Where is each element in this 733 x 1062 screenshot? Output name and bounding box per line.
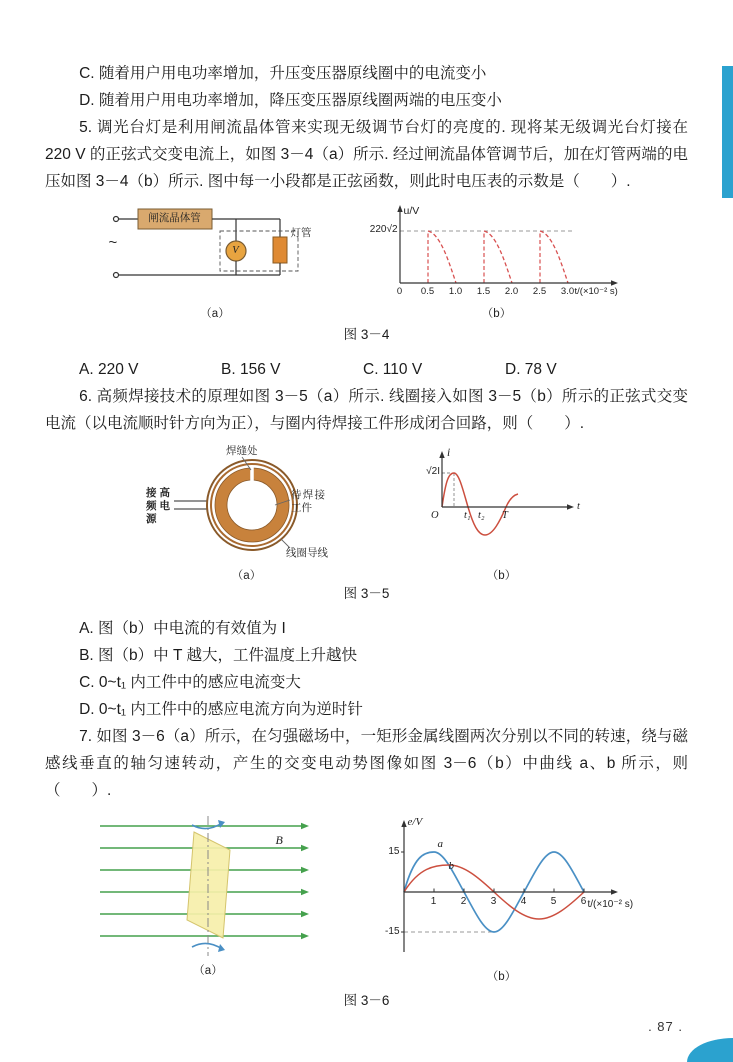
figure-3-5a-coil: [144, 445, 349, 582]
rotation-arrow-top-head: [218, 820, 225, 828]
terminal-bottom: [113, 273, 118, 278]
q5-option-d: D. 78 V: [505, 361, 557, 378]
figure-3-6: [45, 812, 688, 984]
field-label: B: [275, 833, 283, 847]
x-axis-label: t/(×10⁻² s): [574, 286, 618, 297]
field-arrow: [301, 845, 309, 851]
field-arrow: [301, 823, 309, 829]
x-tick-1: 1: [430, 896, 437, 907]
subfigure-a-label: （a）: [231, 570, 262, 582]
x-tick-3: 1.5: [476, 286, 491, 297]
peak-value-label: √2I: [426, 466, 440, 477]
t1-label: t₁: [464, 510, 471, 521]
waveform-arc: [428, 231, 456, 283]
y-axis-arrow: [401, 820, 406, 827]
curve-a-label: a: [437, 838, 443, 850]
voltmeter-label: V: [232, 245, 239, 256]
period-label: T: [502, 510, 508, 521]
x-tick-2: 1.0: [448, 286, 463, 297]
t2-label: t₂: [478, 510, 485, 521]
question-6-options: [45, 615, 688, 723]
rotation-arrow-bottom: [192, 943, 222, 949]
y-axis-arrow: [439, 451, 444, 458]
workpiece-inner-edge: [227, 480, 277, 530]
x-tick-6: 6: [580, 896, 587, 907]
figure-3-6b-graph: [366, 812, 638, 984]
subfigure-b-label: （b）: [486, 971, 517, 983]
x-tick-4: 4: [520, 896, 527, 907]
lamp-label: 灯管: [290, 227, 312, 239]
figure-3-4: [45, 203, 688, 318]
subfigure-a-label: （a）: [200, 308, 230, 320]
figure-3-5: [45, 445, 688, 582]
page-number: . 87 .: [648, 1019, 683, 1034]
figure-3-6-caption: 图 3－6: [343, 993, 390, 1008]
curve-b-label: b: [448, 860, 454, 872]
subfigure-b-label: （b）: [481, 308, 512, 320]
subfigure-b-label: （b）: [486, 570, 517, 582]
emf-waveform-graph: [366, 812, 638, 972]
field-arrow: [301, 933, 309, 939]
thyristor-label: 闸流晶体管: [148, 212, 201, 224]
current-curve: [442, 473, 518, 535]
figure-3-4-caption: 图 3－4: [343, 327, 390, 342]
lamp-tube-rect: [273, 237, 287, 263]
terminal-top: [113, 217, 118, 222]
question-7-stem: 7. 如图 3－6（a）所示，在匀强磁场中，一矩形金属线圈两次分别以不同的转速，绕与磁感线垂直的轴匀速转动，产生的交变电动势图像如图 3－6（b）中曲线 a、b 所示，则（ ）.: [45, 728, 688, 799]
peak-value-label: 220√2: [369, 224, 398, 235]
figure-3-5-caption: 图 3－5: [343, 586, 390, 601]
magnetic-field-diagram: [96, 812, 321, 960]
workpiece-label: 待焊接工件: [291, 489, 325, 514]
x-axis-label: t: [577, 501, 580, 512]
question-5-stem: 5. 调光台灯是利用闸流晶体管来实现无级调节台灯的亮度的. 现将某无级调光台灯接在 220 V 的正弦式交变电流上，如图 3－4（a）所示. 经过闸流晶体管调节后，加在灯管两端的电压如图 3－4（b）所示. 图中每一小段都是正弦函数，则此时电压表的示数是（ ）.: [45, 119, 688, 190]
workpiece-ring: [221, 474, 283, 536]
y-axis-arrow: [397, 205, 402, 212]
question-5-options: [45, 356, 688, 383]
x-axis-label: t/(×10⁻² s): [587, 899, 634, 910]
figure-3-6a-coil-in-field: [96, 812, 321, 977]
option-d-line: D. 随着用户用电功率增加，降压变压器原线圈两端的电压变小: [79, 92, 502, 109]
corner-accent-shape: [687, 1038, 733, 1062]
q5-option-c: C. 110 V: [363, 361, 423, 378]
field-arrow: [301, 867, 309, 873]
question-6-stem: 6. 高频焊接技术的原理如图 3－5（a）所示. 线圈接入如图 3－5（b）所示的正弦式交变电流（以电流顺时针方向为正），与圈内待焊接工件形成闭合回路，则（ ）.: [45, 388, 688, 432]
q5-option-b: B. 156 V: [221, 361, 281, 378]
x-tick-2: 2: [460, 896, 467, 907]
field-arrow: [301, 889, 309, 895]
chapter-side-tab: [722, 66, 733, 198]
waveform-arc: [540, 231, 568, 283]
x-tick-3: 3: [490, 896, 497, 907]
x-axis-arrow: [611, 889, 618, 894]
x-tick-0: 0: [396, 286, 403, 297]
q6-option-a: A. 图（b）中电流的有效值为 I: [79, 620, 286, 637]
x-tick-6: 3.0: [560, 286, 575, 297]
x-tick-5: 5: [550, 896, 557, 907]
x-axis-arrow: [567, 504, 574, 509]
q5-option-a: A. 220 V: [79, 361, 139, 378]
q6-option-d: D. 0~t₁ 内工件中的感应电流方向为逆时针: [79, 701, 363, 718]
q6-option-c: C. 0~t₁ 内工件中的感应电流变大: [79, 674, 301, 691]
coil-wire-label: 线圈导线: [286, 547, 328, 559]
q6-option-b: B. 图（b）中 T 越大，工件温度上升越快: [79, 647, 357, 664]
rotation-arrow-bottom-head: [218, 944, 225, 952]
subfigure-a-label: （a）: [193, 965, 223, 977]
waveform-arc: [484, 231, 512, 283]
current-waveform-graph: [414, 445, 589, 563]
x-tick-4: 2.0: [504, 286, 519, 297]
figure-3-5b-graph: [414, 445, 589, 582]
y-min-label: -15: [385, 926, 400, 937]
y-axis-label: i: [447, 447, 451, 459]
y-max-label: 15: [388, 846, 400, 857]
y-axis-label: u/V: [403, 205, 420, 217]
x-tick-5: 2.5: [532, 286, 547, 297]
x-tick-1: 0.5: [420, 286, 435, 297]
seam-label: 焊缝处: [226, 445, 258, 457]
field-arrow: [301, 911, 309, 917]
option-c-line: C. 随着用户用电功率增加，升压变压器原线圈中的电流变小: [79, 65, 487, 82]
figure-3-4a-circuit: [108, 203, 323, 318]
figure-3-4b-graph: [368, 203, 626, 318]
ac-source-symbol: ~: [108, 234, 118, 251]
origin-label: O: [431, 510, 439, 521]
source-label: 接高频电源: [146, 487, 170, 525]
y-axis-label: e/V: [407, 816, 423, 828]
